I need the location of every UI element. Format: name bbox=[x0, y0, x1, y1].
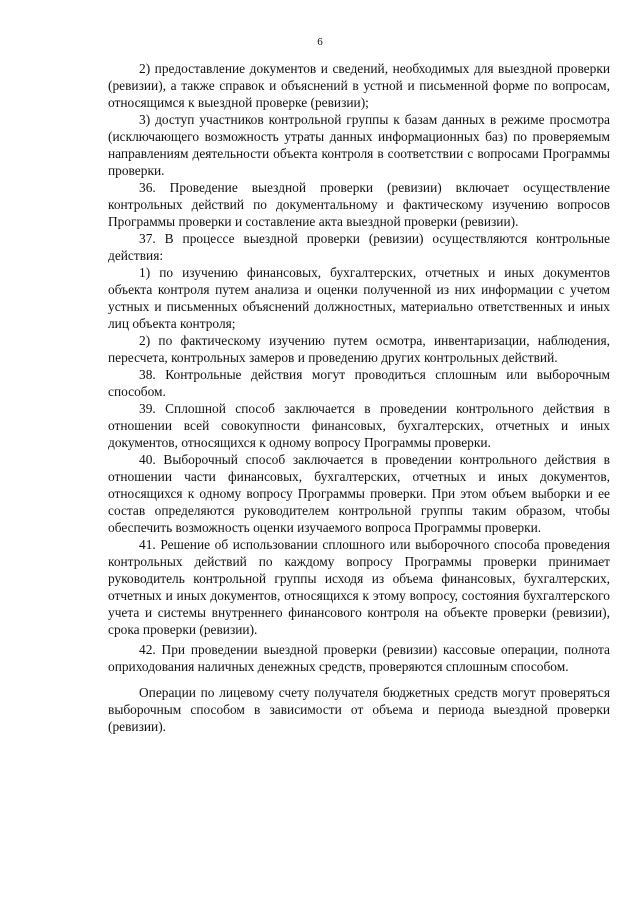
paragraph-item-2-documents: 2) предоставление документов и сведений, необходимых для выездной проверки (ревизии), а также справок и объяснений в устной и письменной форме по вопросам, относящимся к выездной проверке (ревизии); bbox=[108, 61, 610, 110]
paragraph-item-3-database-access: 3) доступ участников контрольной группы к базам данных в режиме просмотра (исключающего возможность утраты данных информационных баз) по проверяемым направлениям деятельности объекта контроля в соответствии с вопросами Программы проверки. bbox=[108, 112, 610, 178]
paragraph-40: 40. Выборочный способ заключается в проведении контрольного действия в отношении части финансовых, бухгалтерских, отчетных и иных документов, относящихся к одному вопросу Программы проверки. При этом объем выборки и ее состав определяются руководителем контрольной группы таким образом, чтобы обеспечить возможность оценки изучаемого вопроса Программы проверки. bbox=[108, 452, 610, 535]
paragraph-37-item-2: 2) по фактическому изучению путем осмотра, инвентаризации, наблюдения, пересчета, контрольных замеров и проведению других контрольных действий. bbox=[108, 333, 610, 365]
paragraph-account-operations: Операции по лицевому счету получателя бюджетных средств могут проверяться выборочным способом в зависимости от объема и периода выездной проверки (ревизии). bbox=[108, 685, 610, 734]
paragraph-39: 39. Сплошной способ заключается в проведении контрольного действия в отношении всей совокупности финансовых, бухгалтерских, отчетных и иных документов, относящихся к одному вопросу Программы проверки. bbox=[108, 401, 610, 450]
paragraph-38: 38. Контрольные действия могут проводиться сплошным или выборочным способом. bbox=[108, 367, 610, 399]
paragraph-37: 37. В процессе выездной проверки (ревизии) осуществляются контрольные действия: bbox=[108, 231, 610, 263]
paragraph-41: 41. Решение об использовании сплошного или выборочного способа проведения контрольных действий по каждому вопросу Программы проверки принимает руководитель контрольной группы исходя из объема финансовых, бухгалтерских, отчетных и иных документов, относящихся к этому вопросу, состояния бухгалтерского учета и системы внутреннего финансового контроля на объекте проверки (ревизии), срока проверки (ревизии). bbox=[108, 537, 610, 637]
page-number: 6 bbox=[317, 36, 323, 48]
paragraph-36: 36. Проведение выездной проверки (ревизии) включает осуществление контрольных действий по документальному и фактическому изучению вопросов Программы проверки и составление акта выездной проверки (ревизии). bbox=[108, 180, 610, 229]
document-body bbox=[108, 60, 610, 735]
paragraph-37-item-1: 1) по изучению финансовых, бухгалтерских, отчетных и иных документов объекта контроля путем анализа и оценки полученной из них информации с учетом устных и письменных объяснений должностных, материально ответственных и иных лиц объекта контроля; bbox=[108, 265, 610, 331]
paragraph-42: 42. При проведении выездной проверки (ревизии) кассовые операции, полнота оприходования наличных денежных средств, проверяются сплошным способом. bbox=[108, 642, 610, 674]
